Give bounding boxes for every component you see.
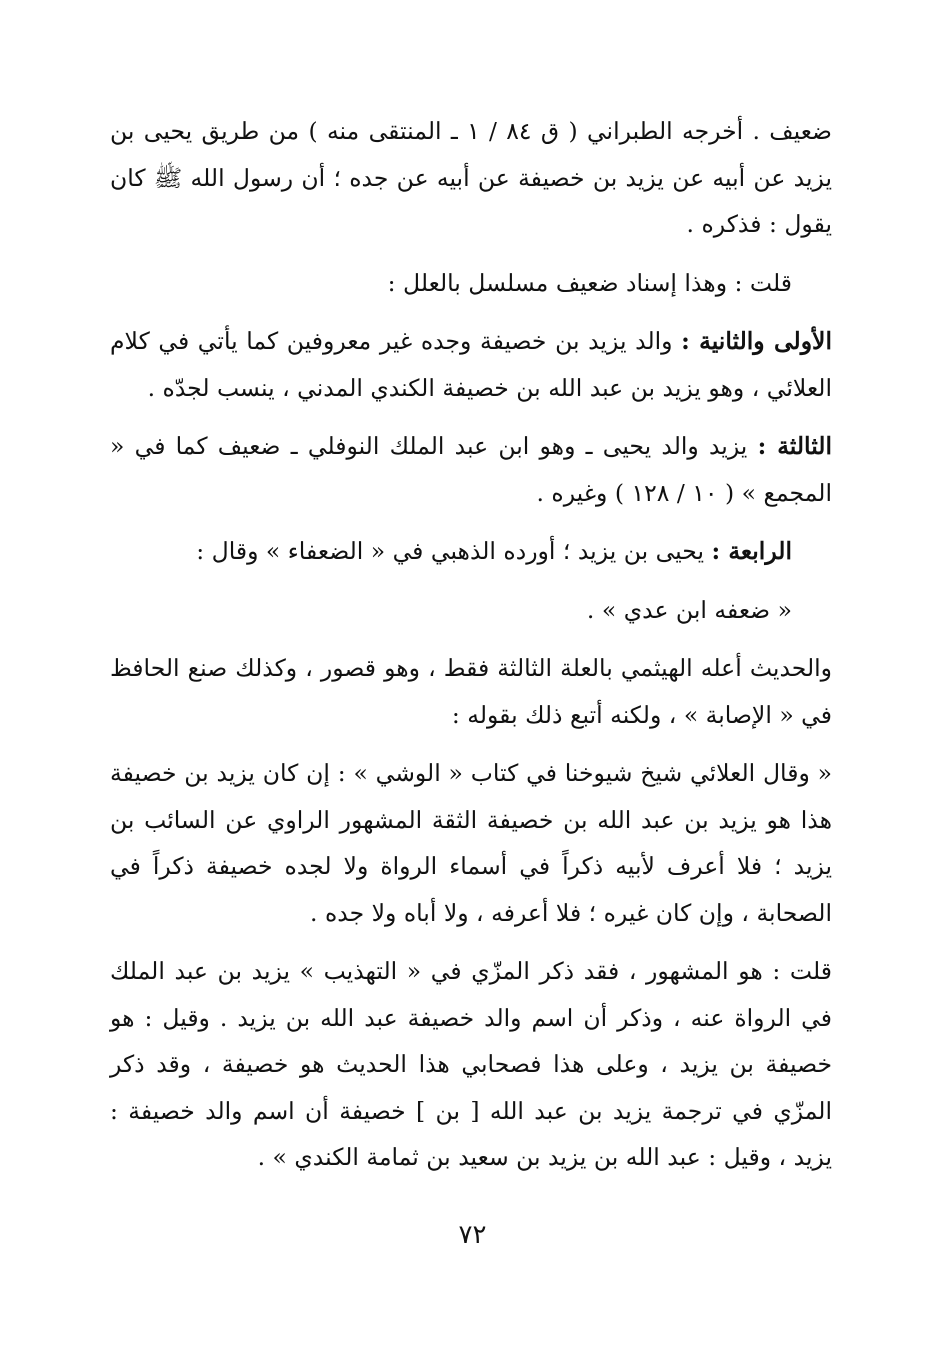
- paragraph-2: [110, 260, 832, 307]
- paragraph-text: يزيد والد يحيى ـ وهو ابن عبد الملك النوفلي ـ ضعيف كما في « المجمع » ( ١٠ / ١٢٨ ) وغيره .: [110, 432, 832, 507]
- paragraph-text: ضعيف . أخرجه الطبراني ( ق ٨٤ / ١ ـ المنتقى منه ) من طريق يحيى بن يزيد عن أبيه عن يزيد بن خصيفة عن أبيه عن جده ؛ أن رسول الله ﷺ كان يقول : فذكره .: [110, 117, 832, 238]
- paragraph-7: [110, 645, 832, 738]
- paragraph-4: [110, 423, 832, 516]
- paragraph-8: [110, 750, 832, 936]
- paragraph-6: [110, 587, 832, 634]
- page-number: ٧٢: [458, 1220, 487, 1250]
- paragraph-9: [110, 948, 832, 1181]
- paragraph-text: قلت : هو المشهور ، فقد ذكر المزّي في « التهذيب » يزيد بن عبد الملك في الرواة عنه ، وذكر أن اسم والد خصيفة عبد الله بن يزيد . وقيل : هو خصيفة بن يزيد ، وعلى هذا فصحابي هذا الحديث هو خصيفة ، وقد ذكر المزّي في ترجمة يزيد بن عبد الله [ بن ] خصيفة أن اسم والد خصيفة : يزيد ، وقيل : عبد الله بن يزيد بن سعيد بن ثمامة الكندي » .: [110, 957, 832, 1171]
- body-text: [110, 108, 832, 1193]
- paragraph-text: يحيى بن يزيد ؛ أورده الذهبي في « الضعفاء » وقال :: [196, 537, 712, 565]
- paragraph-text: والحديث أعله الهيثمي بالعلة الثالثة فقط ، وهو قصور ، وكذلك صنع الحافظ في « الإصابة » ، ولكنه أتبع ذلك بقوله :: [110, 654, 832, 729]
- paragraph-1: [110, 108, 832, 248]
- paragraph-text: قلت : وهذا إسناد ضعيف مسلسل بالعلل :: [387, 268, 792, 297]
- paragraph-lead: الثالثة :: [757, 432, 832, 460]
- paragraph-text: « ضعفه ابن عدي » .: [586, 595, 792, 624]
- paragraph-text: والد يزيد بن خصيفة وجده غير معروفين كما يأتي في كلام العلائي ، وهو يزيد بن عبد الله بن خصيفة الكندي المدني ، ينسب لجدّه .: [110, 327, 832, 402]
- paragraph-5: [110, 528, 832, 575]
- paragraph-lead: الرابعة :: [711, 537, 792, 565]
- paragraph-lead: الأولى والثانية :: [681, 327, 832, 355]
- paragraph-3: [110, 318, 832, 411]
- paragraph-text: « وقال العلائي شيخ شيوخنا في كتاب « الوشي » : إن كان يزيد بن خصيفة هذا هو يزيد بن عبد الله بن خصيفة الثقة المشهور الراوي عن السائب بن يزيد ؛ فلا أعرف لأبيه ذكراً في أسماء الرواة ولا لجده خصيفة ذكراً في الصحابة ، وإن كان غيره ؛ فلا أعرفه ، ولا أباه ولا جده .: [110, 759, 832, 927]
